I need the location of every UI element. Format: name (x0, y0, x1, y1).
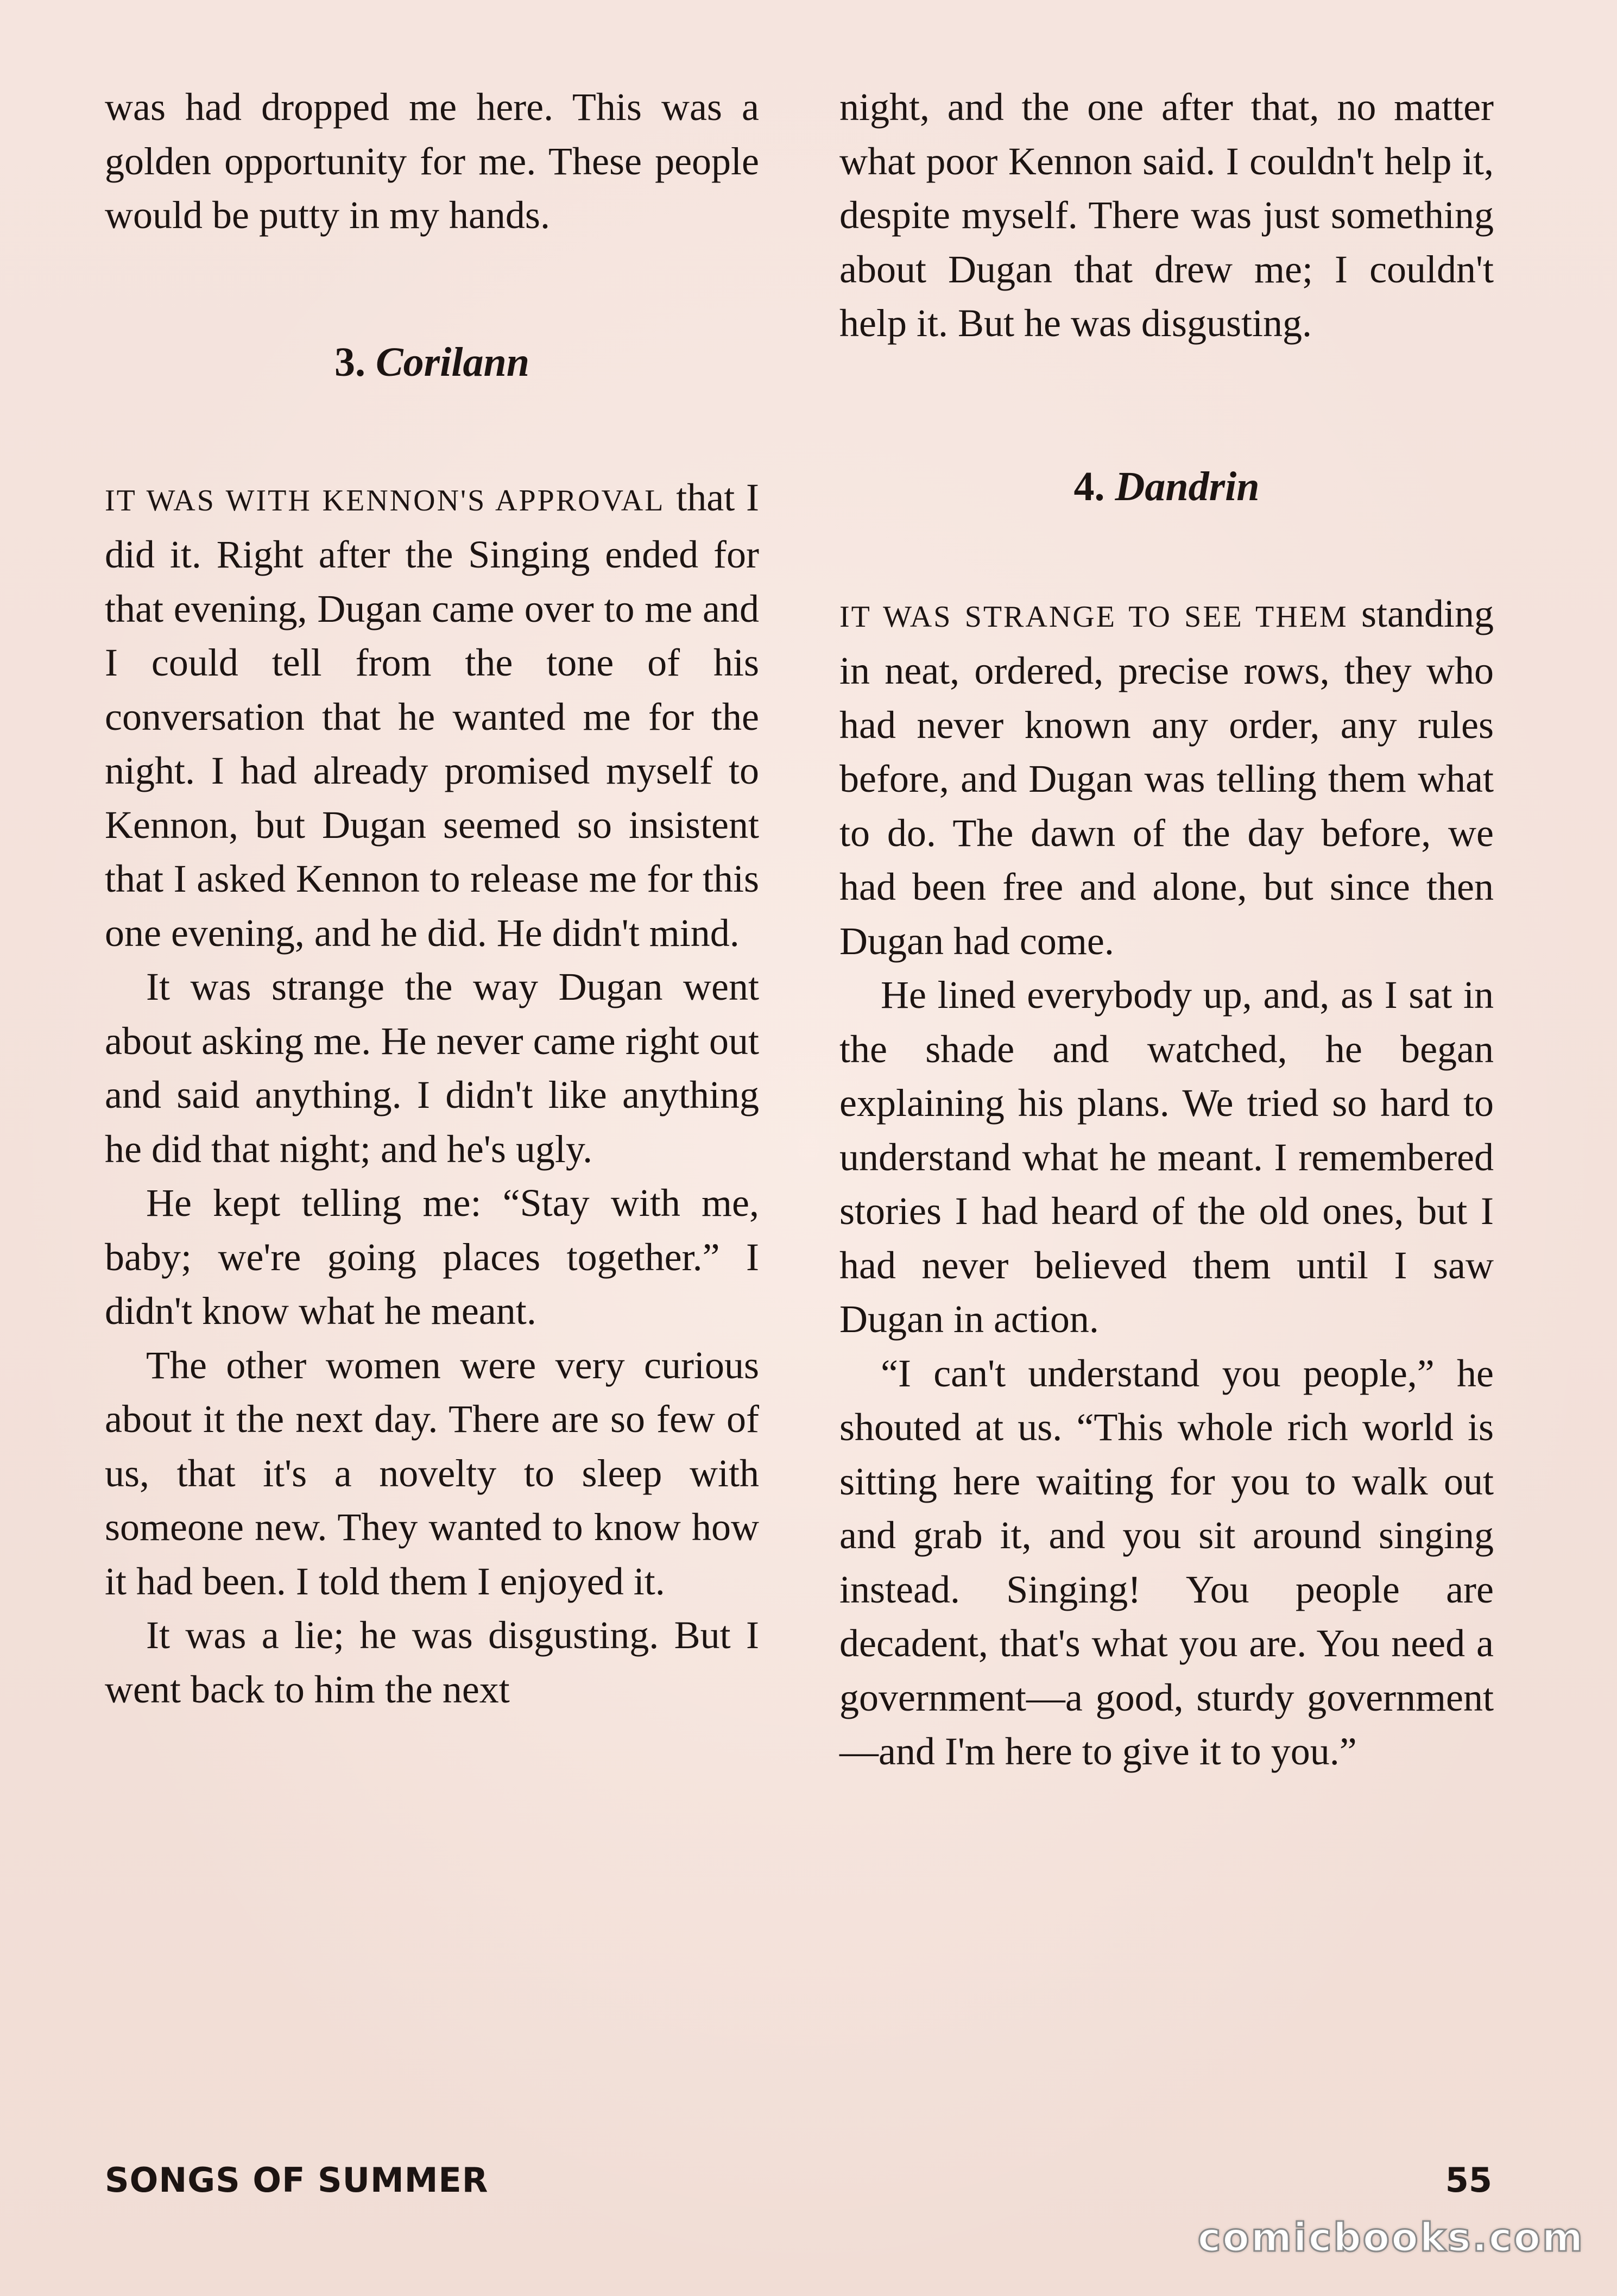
paragraph-opening (839, 587, 1494, 969)
paragraph: He kept telling me: “Stay with me, baby; we're going places together.” I didn't know what he meant. (105, 1181, 759, 1333)
section-heading-dandrin (839, 459, 1494, 514)
section-number: 3. (334, 339, 365, 385)
paragraph-opening (105, 471, 759, 961)
paragraph: “I can't understand you people,” he shouted at us. “This whole rich world is sitting here waiting for you to walk out and grab it, and you sit around singing instead. Singing! You people are decadent, that's what you are. You need a government—a good, sturdy government—and I'm here to give it to you.” (839, 1351, 1494, 1773)
section-name: Corilann (375, 339, 530, 385)
paragraph-text: standing in neat, ordered, precise rows, they who had never known any order, any rules before, and Dugan was telling them what to do. The dawn of the day before, we had been free and alone, but since then Dugan had come. (839, 591, 1494, 963)
section-number: 4. (1073, 463, 1105, 509)
paragraph: It was strange the way Dugan went about asking me. He never came right out and said anything. I didn't like anything he did that night; and he's ugly. (105, 965, 759, 1171)
running-footer-title: SONGS OF SUMMER (105, 2160, 489, 2200)
lead-in-caps: IT WAS WITH KENNON'S APPROVAL (105, 483, 665, 518)
site-watermark: comicbooks.com (1197, 2215, 1584, 2260)
paragraph-continuation: was had dropped me here. This was a golden opportunity for me. These people would be putty in my hands. (105, 85, 759, 237)
left-column (105, 80, 759, 1717)
paragraph: The other women were very curious about it the next day. There are so few of us, that it's a novelty to sleep with someone new. They wanted to know how it had been. I told them I enjoyed it. (105, 1343, 759, 1603)
page-number: 55 (1445, 2160, 1492, 2200)
paragraph: It was a lie; he was disgusting. But I went back to him the next (105, 1613, 759, 1711)
paragraph-continuation: night, and the one after that, no matter what poor Kennon said. I couldn't help it, despite myself. There was just something about Dugan that drew me; I couldn't help it. But he was disgusting. (839, 85, 1494, 345)
paragraph-text: that I did it. Right after the Singing ended for that evening, Dugan came over to me and I could tell from the tone of his conversation that he wanted me for the night. I had already promised myself to Kennon, but Dugan seemed so insistent that I asked Kennon to release me for this one evening, and he did. He didn't mind. (105, 475, 759, 955)
section-name: Dandrin (1115, 463, 1260, 509)
section-heading-corilann (105, 335, 759, 389)
lead-in-caps: IT WAS STRANGE TO SEE THEM (839, 600, 1348, 634)
right-column (839, 80, 1494, 1779)
paragraph: He lined everybody up, and, as I sat in the shade and watched, he began explaining his plans. We tried so hard to understand what he meant. I remembered stories I had heard of the old ones, but I had never believed them until I saw Dugan in action. (839, 973, 1494, 1341)
